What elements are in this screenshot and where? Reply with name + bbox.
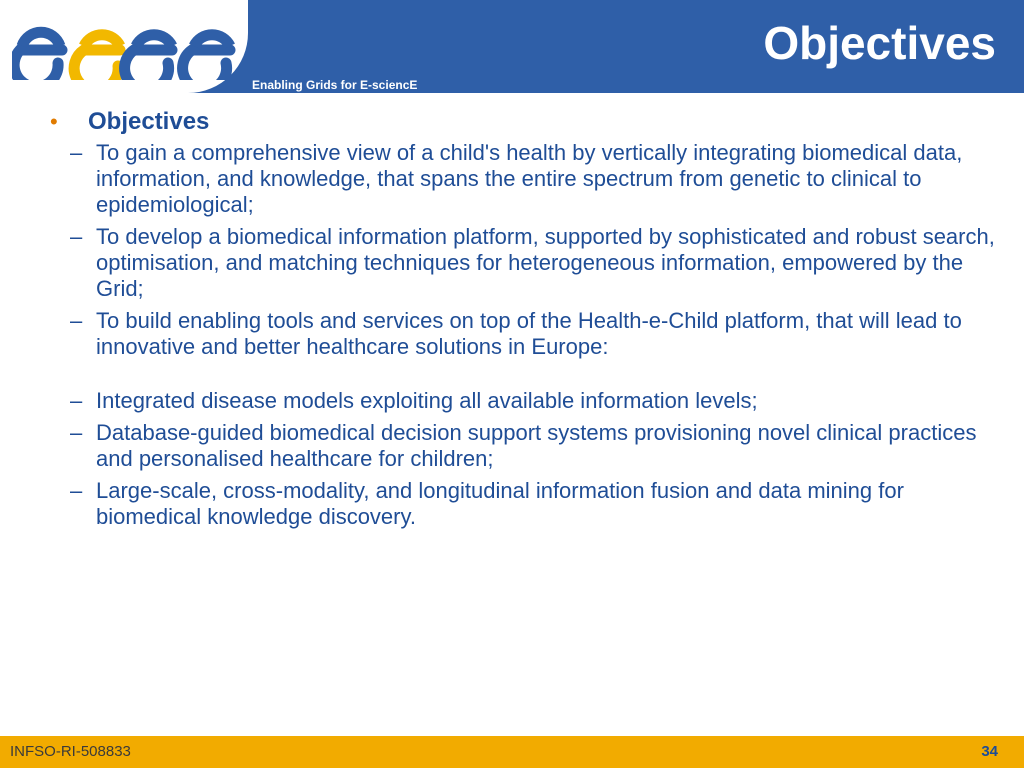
logo-area [0,0,248,93]
slide-body [50,108,1000,536]
slide-footer [0,736,1024,768]
page-title: Objectives [763,17,996,69]
dash-icon: – [70,308,83,333]
list-item: – To gain a comprehensive view of a child's health by vertically integrating biomedical data, information, and knowledge, that spans the entire spectrum from genetic to clinical to epidemiological; [50,140,1000,218]
slide-header [0,0,1024,93]
list-item: – To build enabling tools and services on top of the Health-e-Child platform, that will lead to innovative and better healthcare solutions in Europe: [50,308,1000,360]
bullet-heading: Objectives [88,108,210,135]
dash-icon: – [70,420,83,445]
dash-icon: – [70,388,83,413]
list-item: – Database-guided biomedical decision support systems provisioning novel clinical practices and personalised healthcare for children; [50,420,1000,472]
page-number: 34 [981,743,998,760]
bullet-icon: • [50,109,58,134]
dash-icon: – [70,224,83,249]
sub-bullet-list [50,140,1000,530]
tagline: Enabling Grids for E-sciencE [252,78,418,92]
dash-icon: – [70,140,83,165]
list-item: – Large-scale, cross-modality, and longitudinal information fusion and data mining for biomedical knowledge discovery. [50,478,1000,530]
list-item: – Integrated disease models exploiting all available information levels; [50,388,1000,414]
dash-icon: – [70,478,83,503]
main-bullet [50,108,1000,136]
egee-logo [12,16,238,80]
list-item: – To develop a biomedical information platform, supported by sophisticated and robust search, optimisation, and matching techniques for heterogeneous information, empowered by the Grid; [50,224,1000,302]
project-id: INFSO-RI-508833 [10,743,131,760]
